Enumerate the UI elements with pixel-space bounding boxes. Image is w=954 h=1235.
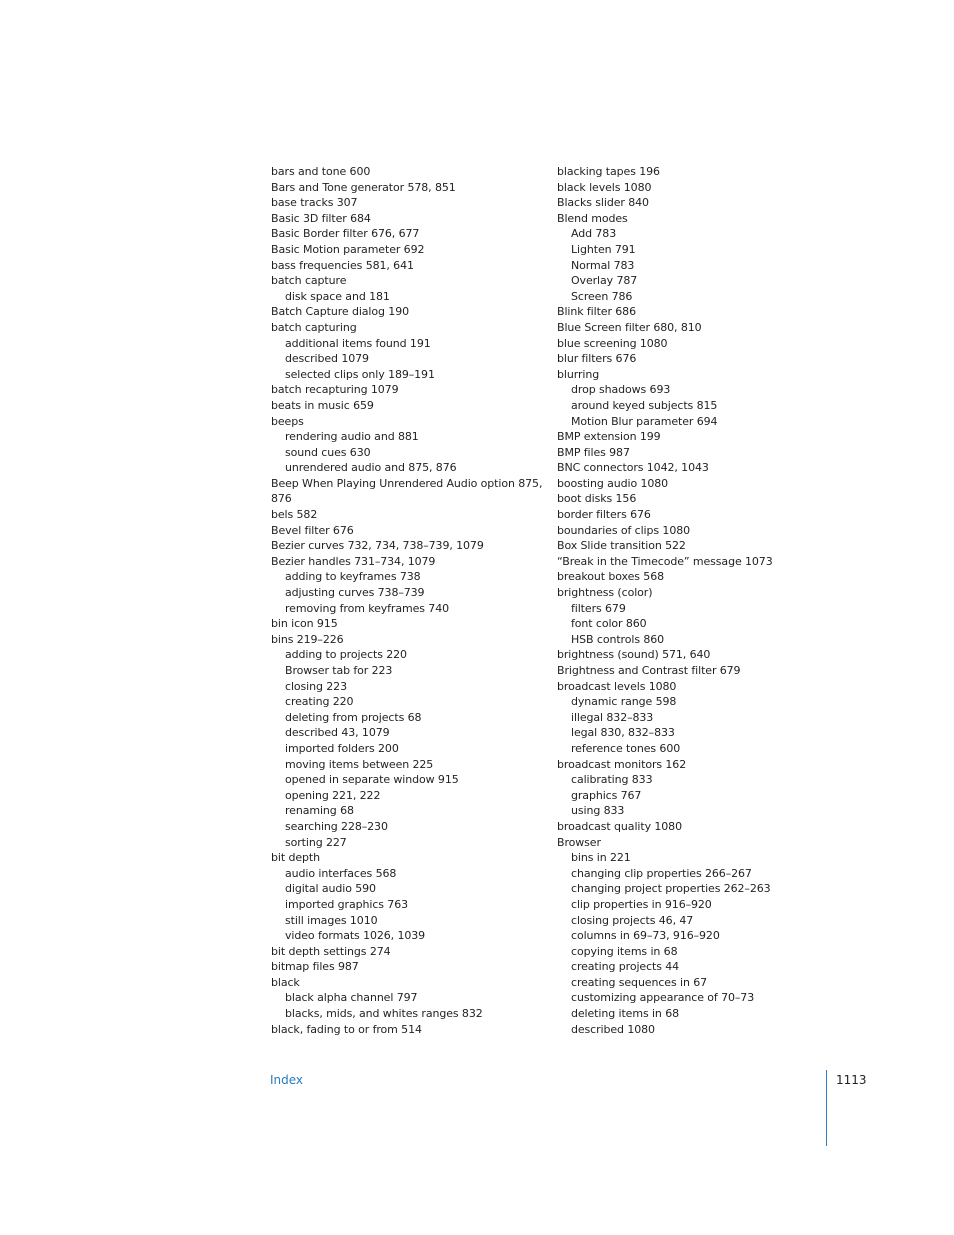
index-subentry: illegal 832–833 [571,710,654,724]
footer-divider [826,1070,827,1146]
index-subentry: creating sequences in 67 [571,975,708,989]
index-entry: Bezier curves 732, 734, 738–739, 1079 [271,539,484,553]
index-subentry: described 1080 [571,1022,655,1036]
index-entry: Basic Motion parameter 692 [271,242,425,256]
index-subentry: still images 1010 [285,913,378,927]
index-subentry: black alpha channel 797 [285,991,418,1005]
index-entry: bels 582 [271,508,318,522]
index-subentry: closing projects 46, 47 [571,913,694,927]
index-subentry: Normal 783 [571,258,635,272]
index-entry: boundaries of clips 1080 [557,523,691,537]
index-subentry: Lighten 791 [571,242,636,256]
index-subentry: filters 679 [571,601,626,615]
index-entry: batch capturing [271,320,357,334]
index-subentry: sorting 227 [285,835,347,849]
index-entry: blurring [557,367,600,381]
index-entry: Browser [557,835,601,849]
index-entry: broadcast quality 1080 [557,819,682,833]
index-subentry: copying items in 68 [571,944,678,958]
index-entry: BMP extension 199 [557,430,661,444]
footer-section-label: Index [270,1073,304,1087]
index-entry: Bezier handles 731–734, 1079 [271,554,436,568]
index-subentry: deleting items in 68 [571,1007,679,1021]
index-subentry: graphics 767 [571,788,642,802]
index-entry: Batch Capture dialog 190 [271,305,409,319]
index-entry: bars and tone 600 [271,165,371,178]
index-column-right [557,164,817,1037]
index-entry: beeps [271,414,304,428]
index-subentry: columns in 69–73, 916–920 [571,929,720,943]
index-subentry: removing from keyframes 740 [285,601,450,615]
index-subentry: dynamic range 598 [571,695,677,709]
index-entry: brightness (sound) 571, 640 [557,648,711,662]
index-entry: bitmap files 987 [271,960,359,974]
index-entry: batch capture [271,274,347,288]
index-subentry: HSB controls 860 [571,632,665,646]
index-subentry: digital audio 590 [285,882,376,896]
index-subentry: video formats 1026, 1039 [285,929,426,943]
index-subentry: Add 783 [571,227,617,241]
index-entry: Beep When Playing Unrendered Audio option 875, [271,476,543,490]
index-subentry: deleting from projects 68 [285,710,422,724]
index-subentry: opened in separate window 915 [285,773,459,787]
index-subentry: using 833 [571,804,625,818]
index-subentry: legal 830, 832–833 [571,726,675,740]
index-subentry: renaming 68 [285,804,354,818]
index-entry: boot disks 156 [557,492,637,506]
index-subentry: clip properties in 916–920 [571,897,712,911]
index-entry: bins 219–226 [271,632,344,646]
index-subentry: Motion Blur parameter 694 [571,414,718,428]
index-entry: base tracks 307 [271,196,358,210]
index-entry: Blue Screen filter 680, 810 [557,320,702,334]
index-entry: Blend modes [557,211,628,225]
page-number: 1113 [836,1073,867,1087]
index-entry: batch recapturing 1079 [271,383,399,397]
index-subentry: customizing appearance of 70–73 [571,991,755,1005]
index-entry: Bevel filter 676 [271,523,354,537]
index-subentry: described 1079 [285,352,369,366]
index-entry: 876 [271,492,292,506]
index-subentry: sound cues 630 [285,445,371,459]
index-entry: Blacks slider 840 [557,196,649,210]
index-subentry: searching 228–230 [285,819,388,833]
index-entry: black [271,975,300,989]
index-entry: blur filters 676 [557,352,637,366]
index-subentry: around keyed subjects 815 [571,398,718,412]
index-subentry: creating 220 [285,695,354,709]
index-subentry: Browser tab for 223 [285,664,393,677]
index-subentry: described 43, 1079 [285,726,390,740]
index-subentry: font color 860 [571,617,647,631]
index-subentry: imported folders 200 [285,741,399,755]
index-entry: boosting audio 1080 [557,476,669,490]
index-subentry: moving items between 225 [285,757,434,771]
index-entry: brightness (color) [557,586,653,600]
index-subentry: imported graphics 763 [285,897,408,911]
index-entry: blacking tapes 196 [557,165,660,178]
index-subentry: closing 223 [285,679,347,693]
index-entry: bass frequencies 581, 641 [271,258,414,272]
index-subentry: adjusting curves 738–739 [285,586,425,600]
index-subentry: changing clip properties 266–267 [571,866,752,880]
index-entry: bit depth [271,851,320,865]
index-subentry: calibrating 833 [571,773,653,787]
index-entry: Brightness and Contrast filter 679 [557,664,741,677]
index-entry: broadcast monitors 162 [557,757,687,771]
index-column-left [271,164,541,1037]
index-subentry: audio interfaces 568 [285,866,397,880]
index-entry: black, fading to or from 514 [271,1022,422,1036]
index-entry: Blink filter 686 [557,305,636,319]
index-entry: blue screening 1080 [557,336,668,350]
index-subentry: blacks, mids, and whites ranges 832 [285,1007,483,1021]
index-subentry: selected clips only 189–191 [285,367,435,381]
index-subentry: changing project properties 262–263 [571,882,771,896]
index-subentry: Screen 786 [571,289,633,303]
index-entry: black levels 1080 [557,180,652,194]
index-entry: Basic 3D filter 684 [271,211,371,225]
index-entry: bin icon 915 [271,617,338,631]
index-entry: border filters 676 [557,508,651,522]
index-subentry: additional items found 191 [285,336,431,350]
index-entry: broadcast levels 1080 [557,679,677,693]
index-subentry: bins in 221 [571,851,631,865]
index-entry: bit depth settings 274 [271,944,391,958]
index-entry: BMP files 987 [557,445,630,459]
index-subentry: opening 221, 222 [285,788,381,802]
index-entry: Bars and Tone generator 578, 851 [271,180,456,194]
index-subentry: unrendered audio and 875, 876 [285,461,457,475]
index-subentry: disk space and 181 [285,289,390,303]
index-entry: beats in music 659 [271,398,374,412]
index-subentry: Overlay 787 [571,274,638,288]
index-entry: Basic Border filter 676, 677 [271,227,420,241]
index-entry: BNC connectors 1042, 1043 [557,461,709,475]
index-subentry: reference tones 600 [571,741,681,755]
index-subentry: adding to keyframes 738 [285,570,421,584]
index-entry: Box Slide transition 522 [557,539,686,553]
index-subentry: rendering audio and 881 [285,430,419,444]
index-subentry: adding to projects 220 [285,648,407,662]
index-entry: breakout boxes 568 [557,570,664,584]
index-entry: “Break in the Timecode” message 1073 [557,554,773,568]
index-subentry: drop shadows 693 [571,383,671,397]
index-subentry: creating projects 44 [571,960,680,974]
